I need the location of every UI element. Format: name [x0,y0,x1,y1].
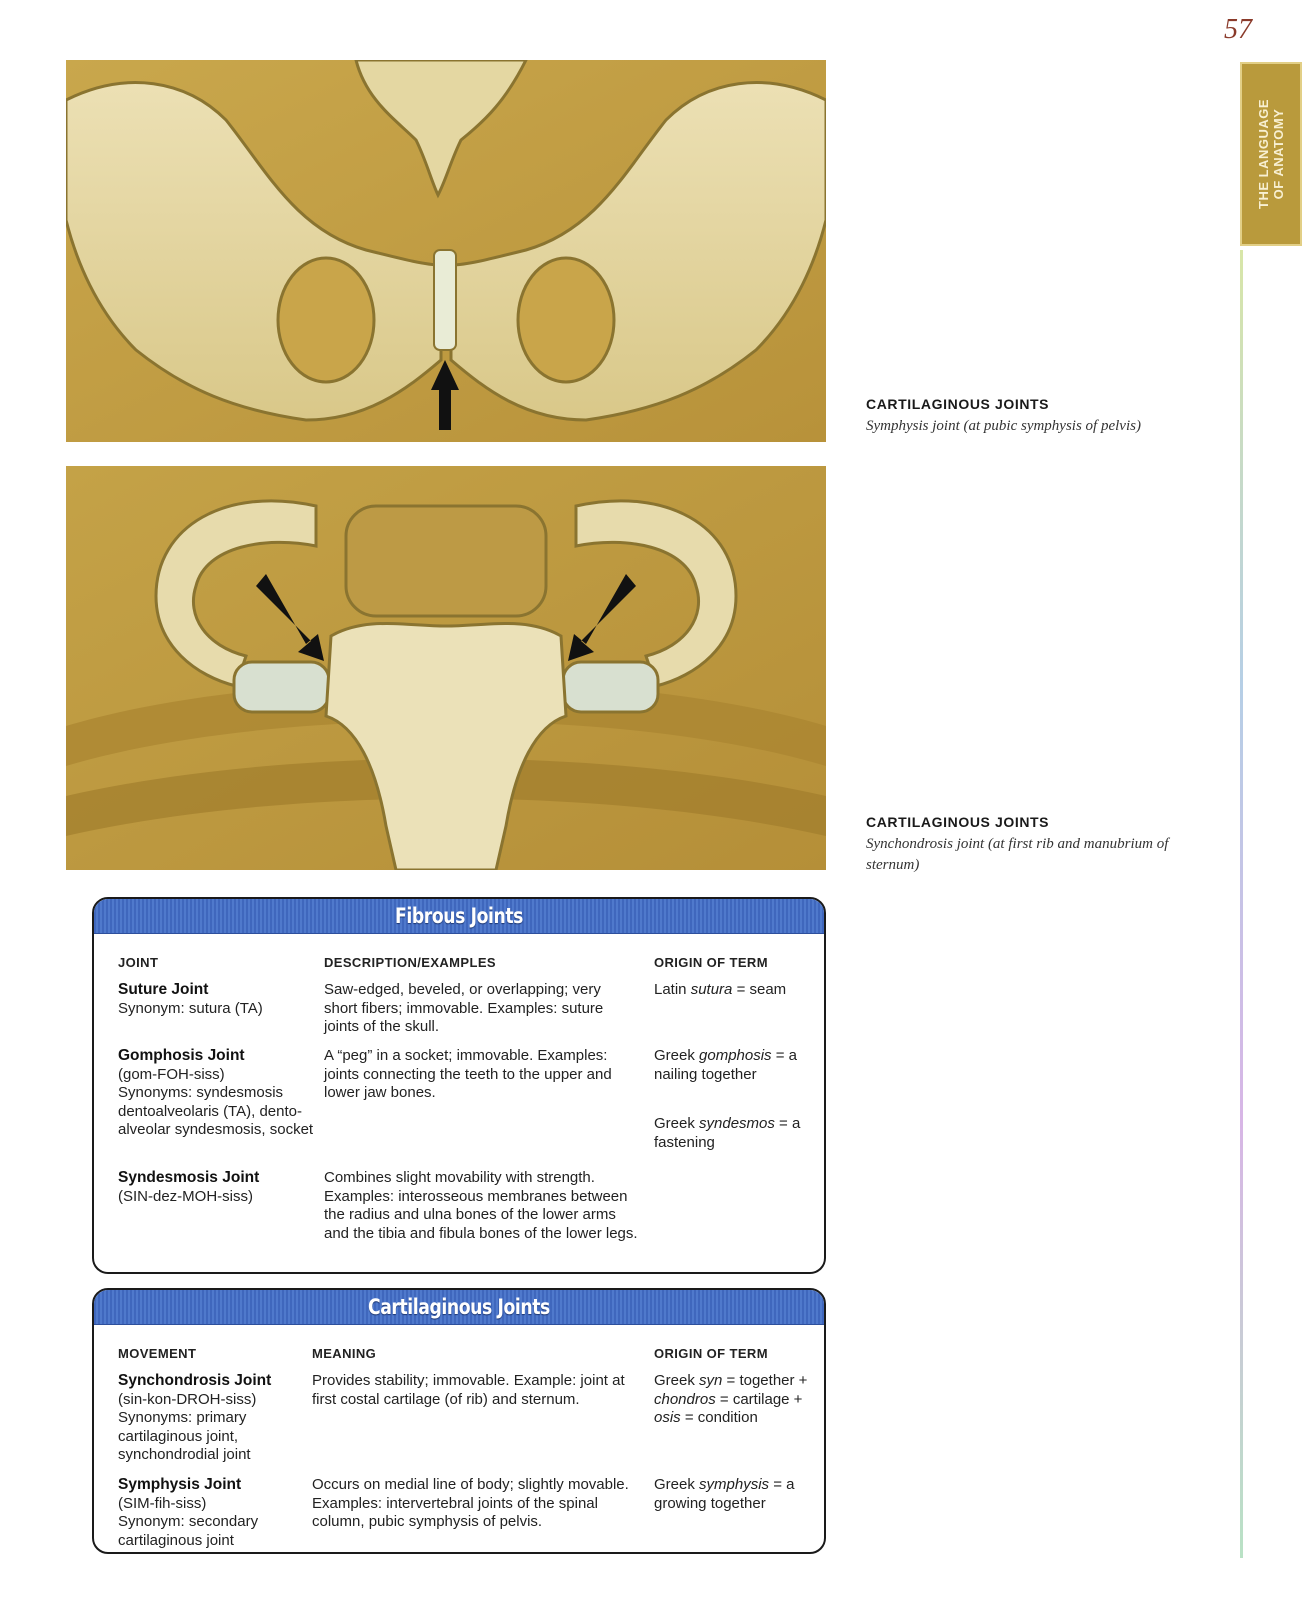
table-cell-joint [118,1169,318,1206]
table-header-bar [94,899,824,934]
table-title: Cartilaginous Joints [368,1295,550,1319]
column-header: ORIGIN OF TERM [654,955,768,970]
table-cell-origin [654,1115,814,1152]
table-cell-joint [118,1047,318,1140]
origin-term: syndesmos [699,1115,775,1132]
origin-text: Greek [654,1047,700,1064]
joint-detail: (gom-FOH-siss) [118,1065,225,1083]
synchondrosis-illustration [66,466,826,870]
table-header-bar [94,1290,824,1325]
margin-rule [1240,250,1243,1558]
table-cell-origin [654,1047,814,1084]
joint-detail: Synonym: secondary cartilaginous joint [118,1513,259,1549]
origin-text: = together + [722,1372,808,1389]
table-cell-description: Provides stability; immovable. Example: joint at first costal cartilage (of rib) and sternum. [312,1372,625,1408]
chapter-side-tab [1240,62,1302,246]
caption-subtitle: Synchondrosis joint (at first rib and manubrium of sternum) [866,836,1169,873]
table-cell-origin [654,1372,814,1428]
origin-term: osis [654,1409,681,1426]
table-cell-description: A “peg” in a socket; immovable. Examples: joints connecting the teeth to the upper and lower jaw bones. [324,1047,612,1101]
table-title: Fibrous Joints [395,904,523,928]
fibrous-joints-table [92,897,826,1274]
chapter-side-tab-label: THE LANGUAGE OF ANATOMY [1256,99,1286,209]
joint-detail: (sin-kon-DROH-siss) [118,1390,257,1408]
origin-term: sutura [690,981,733,998]
origin-text: Latin [654,981,691,998]
joint-name: Suture Joint [118,981,209,998]
origin-text: = a nailing together [654,1047,797,1083]
joint-detail: (SIM-fih-siss) [118,1494,207,1512]
caption-subtitle: Symphysis joint (at pubic symphysis of pelvis) [866,418,1141,434]
origin-text: = a growing together [654,1476,795,1512]
origin-text: Greek [654,1476,700,1493]
illustration-caption-1 [866,396,1206,437]
page-number: 57 [1224,14,1252,45]
column-header: DESCRIPTION/EXAMPLES [324,955,496,970]
column-header: MOVEMENT [118,1346,197,1361]
table-cell-joint [118,1372,308,1465]
origin-term: syn [699,1372,723,1389]
column-header: MEANING [312,1346,377,1361]
illustration-caption-2 [866,814,1206,876]
origin-text: Greek [654,1372,700,1389]
joint-detail: Synonyms: syndesmosis dentoalveolaris (TA), dento-alveolar syndesmosis, socket [118,1084,314,1138]
table-cell-joint [118,981,318,1018]
caption-title: CARTILAGINOUS JOINTS [866,396,1050,412]
table-cell-description: Saw-edged, beveled, or overlapping; very short fibers; immovable. Examples: suture joints of the skull. [324,981,604,1035]
origin-term: symphysis [699,1476,770,1493]
table-cell-description: Combines slight movability with strength. Examples: interosseous membranes between the radius and ulna bones of the lower arms and the tibia and fibula bones of the lower legs. [324,1169,638,1242]
origin-term: chondros [654,1390,716,1408]
origin-text: = cartilage + [715,1390,803,1408]
column-header: ORIGIN OF TERM [654,1346,768,1361]
table-cell-origin [654,1476,814,1513]
cartilaginous-joints-table [92,1288,826,1554]
origin-term: gomphosis [699,1047,772,1064]
joint-name: Gomphosis Joint [118,1047,245,1064]
joint-detail: Synonym: sutura (TA) [118,999,263,1017]
table-cell-description: Occurs on medial line of body; slightly movable. Examples: intervertebral joints of the spinal column, pubic symphysis of pelvis. [312,1476,629,1530]
table-cell-joint [118,1476,308,1550]
joint-name: Symphysis Joint [118,1476,242,1493]
origin-text: Greek [654,1115,700,1132]
caption-title: CARTILAGINOUS JOINTS [866,814,1050,830]
column-header: JOINT [118,955,159,970]
joint-name: Syndesmosis Joint [118,1169,260,1186]
origin-text: = condition [680,1409,758,1426]
table-cell-origin [654,981,814,1000]
origin-text: = a fastening [654,1115,801,1151]
joint-detail: Synonyms: primary cartilaginous joint, synchondrodial joint [118,1409,251,1463]
pubic-symphysis-illustration [66,60,826,442]
joint-name: Synchondrosis Joint [118,1372,272,1389]
origin-text: = seam [732,981,787,998]
joint-detail: (SIN-dez-MOH-siss) [118,1187,253,1205]
